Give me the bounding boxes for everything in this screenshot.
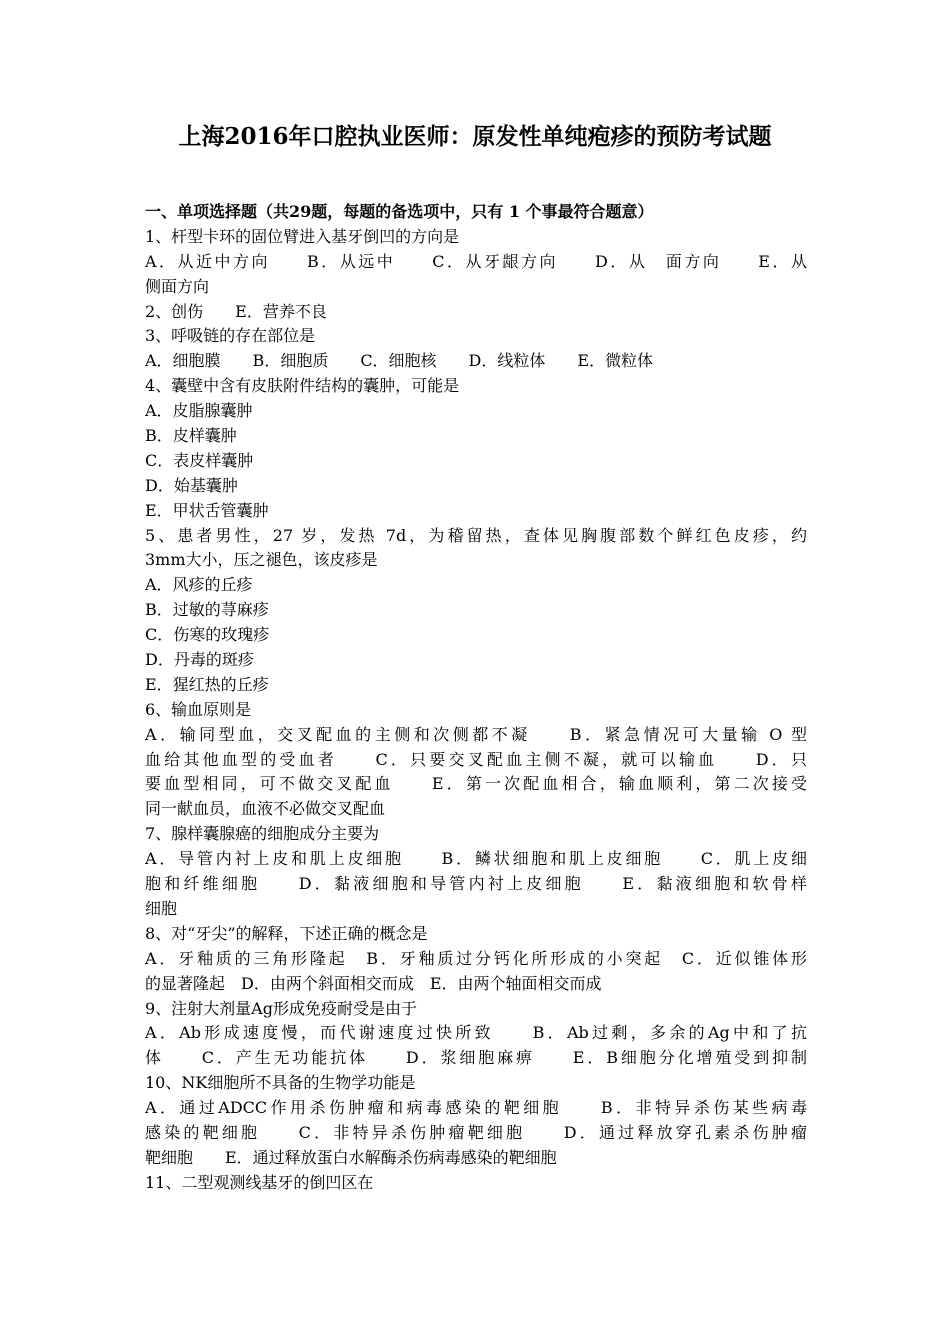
text-line: 3、呼吸链的存在部位是 (145, 326, 316, 346)
text-line: B．皮样囊肿 (145, 426, 237, 446)
text-line: D．丹毒的斑疹 (145, 650, 254, 670)
text-line: 靶细胞 E．通过释放蛋白水解酶杀伤病毒感染的靶细胞 (145, 1147, 557, 1167)
section-heading: 一、单项选择题（共29题，每题的备选项中，只有 1 个事最符合题意） (145, 202, 654, 221)
text-line: 5、患者男性，27 岁，发热 7d，为稽留热，查体见胸腹部数个鲜红色皮疹，约 (145, 525, 807, 545)
text-line: 细胞 (145, 898, 178, 918)
text-line: A．细胞膜 B．细胞质 C．细胞核 D．线粒体 E．微粒体 (145, 351, 654, 371)
text-line: A．风疹的丘疹 (145, 575, 253, 595)
text-line: 1、杆型卡环的固位臂进入基牙倒凹的方向是 (145, 226, 460, 246)
text-line: C．表皮样囊肿 (145, 450, 254, 470)
text-line: A．牙釉质的三角形隆起 B．牙釉质过分钙化所形成的小突起 C．近似锥体形 (145, 948, 807, 968)
text-line: 2、创伤 E．营养不良 (145, 301, 327, 321)
text-line: A．皮脂腺囊肿 (145, 401, 253, 421)
text-line: 10、NK细胞所不具备的生物学功能是 (145, 1073, 416, 1093)
text-line: 体 C．产生无功能抗体 D．浆细胞麻痹 E．B细胞分化增殖受到抑制 (145, 1048, 807, 1068)
text-line: 感染的靶细胞 C．非特异杀伤肿瘤靶细胞 D．通过释放穿孔素杀伤肿瘤 (145, 1122, 807, 1142)
text-line: 11、二型观测线基牙的倒凹区在 (145, 1172, 374, 1192)
text-line: 6、输血原则是 (145, 699, 252, 719)
text-line: 3mm大小，压之褪色，该皮疹是 (145, 550, 378, 570)
text-line: A．Ab形成速度慢，而代谢速度过快所致 B．Ab过剩，多余的Ag中和了抗 (145, 1023, 807, 1043)
text-line: A．通过ADCC作用杀伤肿瘤和病毒感染的靶细胞 B．非特异杀伤某些病毒 (145, 1098, 807, 1118)
document-title: 上海2016年口腔执业医师：原发性单纯疱疹的预防考试题 (178, 123, 772, 150)
text-line: 7、腺样囊腺癌的细胞成分主要为 (145, 824, 380, 844)
text-line: A．从近中方向 B．从远中 C．从牙龈方向 D．从 面方向 E．从 (145, 251, 807, 271)
text-line: E．猩红热的丘疹 (145, 674, 269, 694)
text-line: B．过敏的荨麻疹 (145, 600, 269, 620)
text-line: A．输同型血，交叉配血的主侧和次侧都不凝 B．紧急情况可大量输 O 型 (145, 724, 807, 744)
text-line: D．始基囊肿 (145, 475, 238, 495)
document-body (145, 200, 807, 1196)
text-line: 侧面方向 (145, 276, 210, 296)
text-line: 8、对“牙尖”的解释，下述正确的概念是 (145, 923, 428, 943)
text-line: E．甲状舌管囊肿 (145, 500, 269, 520)
text-line: 胞和纤维细胞 D．黏液细胞和导管内衬上皮细胞 E．黏液细胞和软骨样 (145, 874, 807, 894)
text-line: C．伤寒的玫瑰疹 (145, 625, 270, 645)
text-line: A．导管内衬上皮和肌上皮细胞 B．鳞状细胞和肌上皮细胞 C．肌上皮细 (145, 849, 807, 869)
text-line: 4、囊壁中含有皮肤附件结构的囊肿，可能是 (145, 376, 460, 396)
text-line: 血给其他血型的受血者 C．只要交叉配血主侧不凝，就可以输血 D．只 (145, 749, 807, 769)
text-line: 同一献血员，血液不必做交叉配血 (145, 799, 386, 819)
text-line: 要血型相同，可不做交叉配血 E．第一次配血相合，输血顺利，第二次接受 (145, 774, 807, 794)
text-line: 的显著隆起 D．由两个斜面相交而成 E．由两个轴面相交而成 (145, 973, 602, 993)
text-line: 9、注射大剂量Ag形成免疫耐受是由于 (145, 998, 417, 1018)
